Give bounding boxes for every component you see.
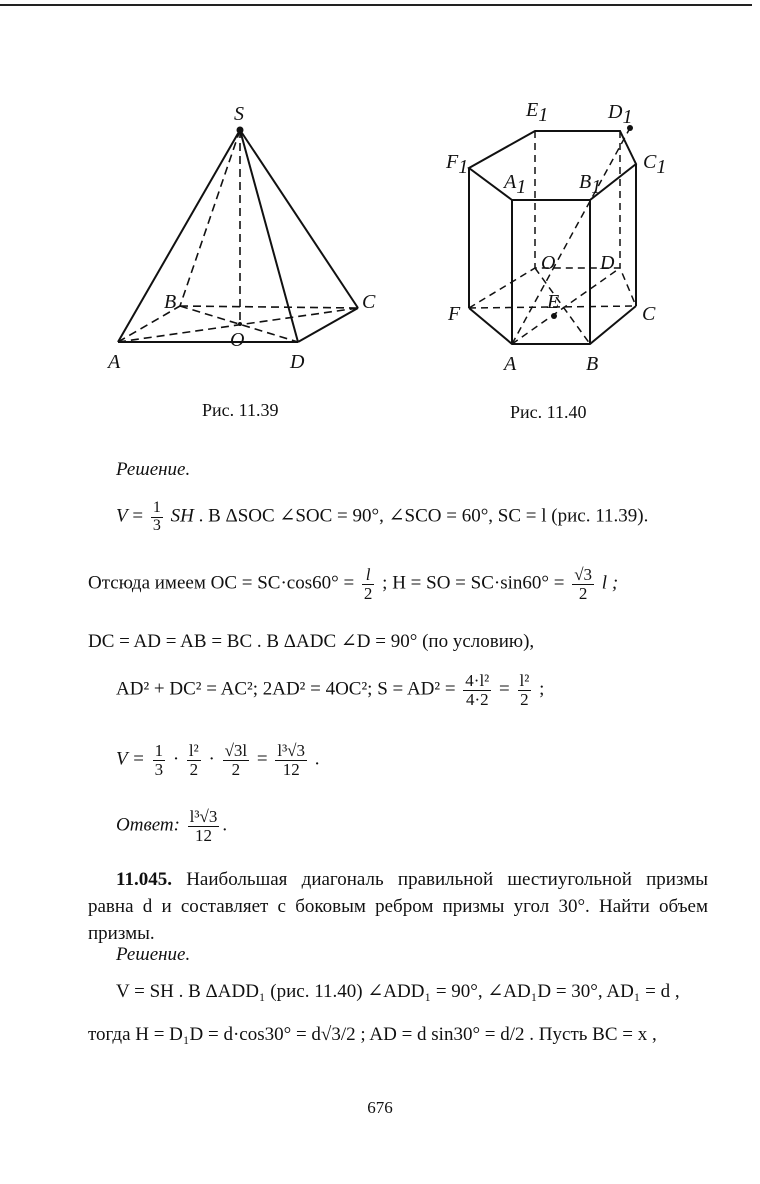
- label-A: A: [108, 351, 121, 373]
- edge-SA: [118, 130, 240, 342]
- solution-heading: Решение.: [116, 459, 191, 480]
- edge-BC: [180, 306, 358, 308]
- problem-number: 11.045.: [116, 869, 172, 890]
- edge-SD: [240, 130, 298, 342]
- center-O-point: [551, 313, 557, 319]
- label-A1: A1: [504, 171, 527, 198]
- label-S: S: [234, 103, 244, 125]
- label-E1: E1: [526, 99, 549, 126]
- diag-AD1: [512, 128, 630, 344]
- label-C1: C1: [643, 151, 667, 178]
- formula-line-1: V = $\frac{1}{3}$ SH . В ΔSOC ∠SOC = 90°, ∠SCO = 60°, SC = l (рис. 11.39).: [116, 499, 649, 534]
- edge-DC: [298, 308, 358, 342]
- label-A: A: [504, 353, 517, 375]
- top-face: [469, 131, 636, 200]
- top-rule: [0, 4, 752, 6]
- label-E: E: [547, 291, 560, 313]
- label-B1: B1: [579, 171, 602, 198]
- label-O: O: [541, 252, 556, 274]
- problem-11-045: [88, 866, 708, 947]
- figure-caption-11-39: Рис. 11.39: [202, 400, 279, 420]
- label-D: D: [600, 252, 615, 274]
- label-F1: F1: [446, 151, 469, 178]
- label-F: F: [448, 303, 461, 325]
- formula-line-2: Отсюда имеем OC = SC·cos60° = $\frac{l}{2}$ ; H = SO = SC·sin60° = $\frac{√3}{2}$ l ;: [88, 565, 619, 603]
- label-B: B: [164, 291, 177, 313]
- pyramid-figure: [100, 96, 390, 381]
- label-C: C: [642, 303, 656, 325]
- solution2-heading: Решение.: [116, 944, 191, 965]
- prism-figure: [440, 96, 670, 381]
- answer-line: Ответ: $\frac{\text{l³√3}}{12}$ .: [116, 807, 228, 845]
- formula-line-4: AD² + DC² = AC²; 2AD² = 4OC²; S = AD² = $\frac{\text{4·l²}}{4\cdot 2}$ = $\frac{\text{l²}}{2}$ ;: [116, 671, 545, 709]
- label-B: B: [586, 353, 599, 375]
- formula-line-9: V = SH . В ΔADD₁ (рис. 11.40) ∠ADD₁ = 90°, ∠AD₁D = 30°, AD₁ = d ,: [116, 981, 680, 1002]
- figure-caption-11-40: Рис. 11.40: [510, 402, 587, 422]
- label-C: C: [362, 291, 376, 313]
- page-number: 676: [367, 1098, 393, 1117]
- label-D1: D1: [608, 101, 633, 128]
- formula-line-10: тогда H = D₁D = d·cos30° = d√3/2 ; AD = d sin30° = d/2 . Пусть BC = x ,: [88, 1024, 657, 1045]
- formula-line-3: DC = AD = AB = BC . В ΔADC ∠D = 90° (по условию),: [88, 631, 535, 652]
- label-D: D: [290, 351, 305, 373]
- problem-text: Наибольшая диагональ правильной шестиугольной призмы равна d и составляет с боковым ребром призмы угол 30°. Найти объем призмы.: [88, 869, 708, 944]
- formula-line-5: V = $\frac{1}{3}$ · $\frac{\text{l²}}{2}$ · $\frac{√3l}{2}$ = $\frac{\text{l³√3}}{12}$ .: [116, 741, 320, 779]
- label-O: O: [230, 329, 245, 351]
- center-point: [238, 322, 242, 326]
- edge-SC: [240, 130, 358, 308]
- apex-point: [237, 127, 244, 134]
